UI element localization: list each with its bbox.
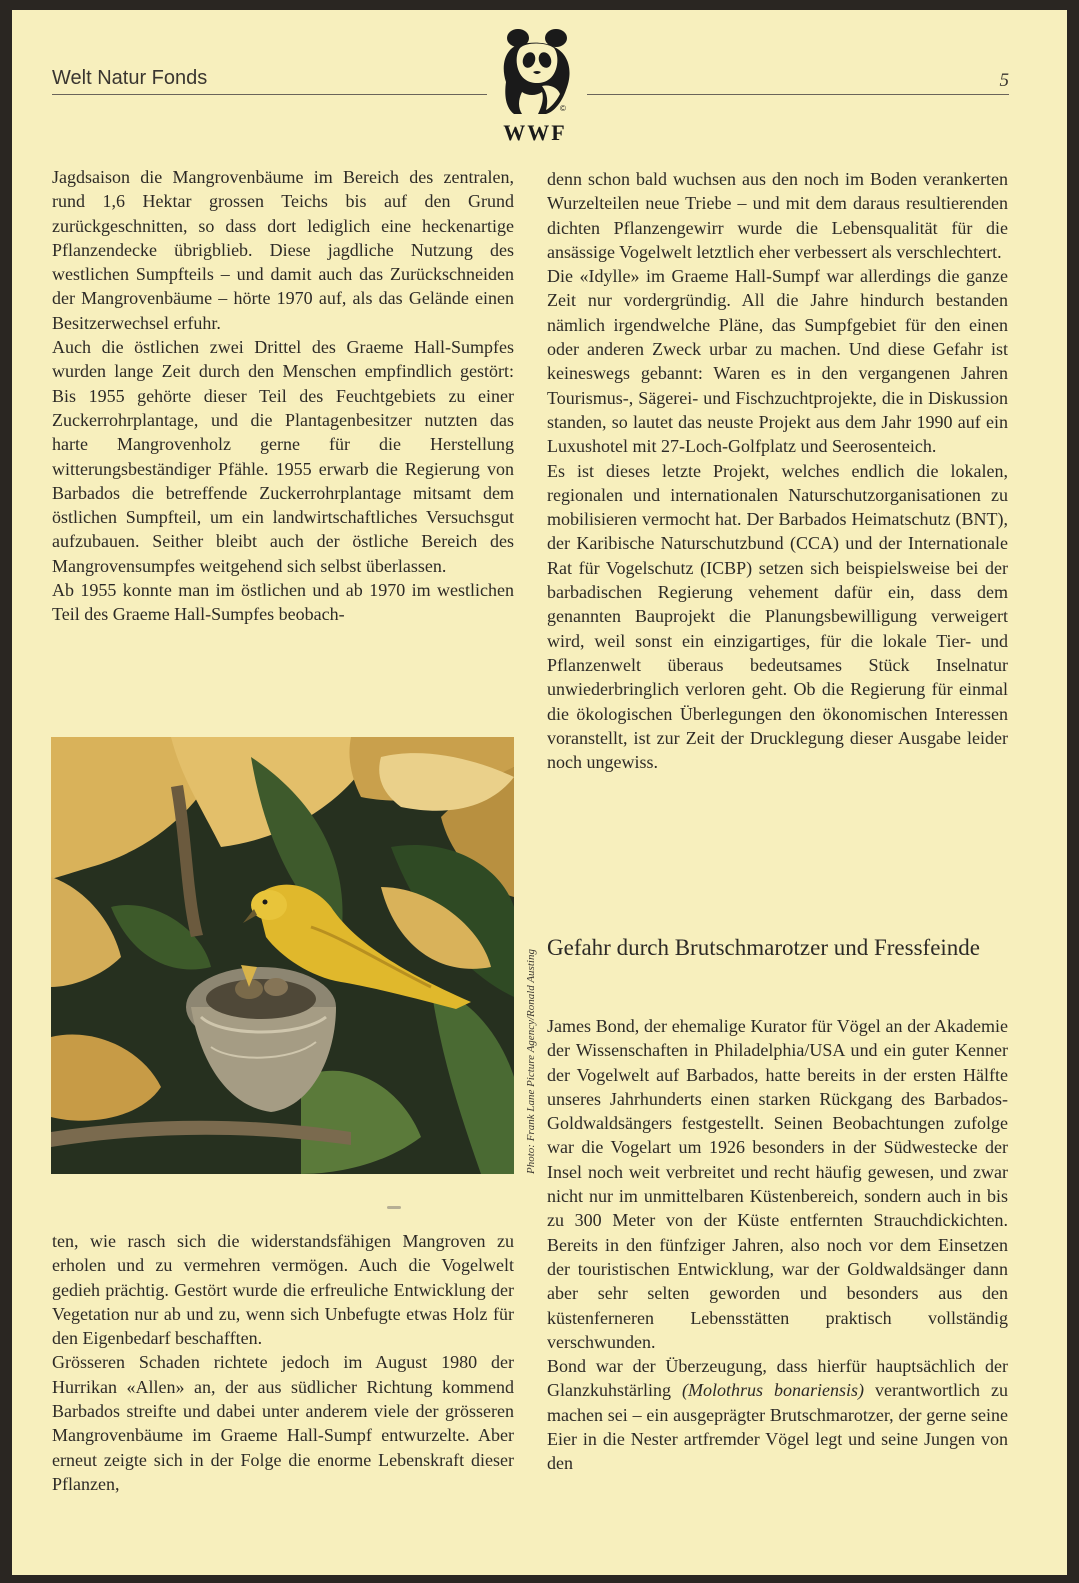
paragraph: Die «Idylle» im Graeme Hall-Sumpf war allerdings die ganze Zeit nur vordergründig. All die Jahre hindurch bestanden nämlich irgendwelche Pläne, das Sumpfgebiet für den einen oder anderen Zweck urbar zu machen. Und diese Gefahr ist keineswegs gebannt: Waren es in den vergangenen Jahren Tourismus-, Sägerei- und Fischzuchtprojekte, die in Diskussion standen, so lautet das neuste Projekt aus dem Jahr 1990 auf ein Luxushotel mit 27-Loch-Golfplatz und Seerosenteich.: [547, 266, 1008, 457]
paragraph: Auch die östlichen zwei Drittel des Graeme Hall-Sumpfes wurden lange Zeit durch den Menschen empfindlich gestört: Bis 1955 gehörte dieser Teil des Feuchtgebiets zu einer Zuckerrohrplantage, und die Plantagenbesitzer nutzten das harte Mangrovenholz gerne für die Herstellung witterungsbeständiger Pfähle. 1955 erwarb die Regierung von Barbados die betreffende Zuckerrohrplantage mitsamt dem östlichen Sumpfteil, um ein landwirtschaftliches Versuchsgut aufzubauen. Seither bleibt auch der östliche Bereich des Mangrovensumpfes weitgehend sich selbst überlassen.: [52, 337, 514, 576]
page-number: 5: [999, 70, 1009, 91]
paragraph: James Bond, der ehemalige Kurator für Vögel an der Akademie der Wissenschaften in Philadelphia/USA und ein guter Kenner der Vogelwelt auf Barbados, hatte bereits in der ersten Hälfte unseres Jahrhunderts einen starken Rückgang des Barbados-Goldwaldsängers festgestellt. Seinen Beobachtungen zufolge war die Vogelart um 1926 besonders in der Südwestecke der Insel noch weit verbreitet und recht häufig gewesen, und zwar nicht nur im unmittelbaren Küstenbereich, sondern auch in bis zu 300 Meter von der Küste entfernten Strauchdickichten. Bereits in den fünfziger Jahren, also noch vor dem Einsetzen der touristischen Entwicklung, war der Goldwaldsänger dann aber sehr selten geworden und besonders aus den küstenferneren Lebensstätten praktisch vollständig verschwunden.: [547, 1016, 1008, 1352]
species-name: (Molothrus bonariensis): [682, 1380, 865, 1401]
paragraph: Ab 1955 konnte man im östlichen und ab 1970 im westlichen Teil des Graeme Hall-Sumpfes beobach-: [52, 580, 514, 625]
left-column-bottom: [52, 1229, 514, 1496]
panda-icon: [492, 24, 582, 120]
paragraph: Es ist dieses letzte Projekt, welches endlich die lokalen, regionalen und internationalen Naturschutzorganisationen zu mobilisieren vermocht hat. Der Barbados Heimatschutz (BNT), der Karibische Naturschutzbund (CCA) und der Internationale Rat für Vogelschutz (ICBP) setzen sich beispielsweise bei der barbadischen Regierung vehement dafür ein, dass dem genannten Bauprojekt die Planungsbewilligung verweigert wird, weil sonst ein einzigartiges, für die lokale Tier- und Pflanzenwelt überaus bedeutsames Stück Inselnatur unwiederbringlich verloren geht. Ob die Regierung für einmal die ökologischen Überlegungen den ökonomischen Interessen voranstellt, ist zur Zeit der Drucklegung dieser Ausgabe leider noch ungewiss.: [547, 460, 1008, 773]
paragraph: ten, wie rasch sich die widerstandsfähigen Mangroven zu erholen und zu vermehren vermögen. Auch die Vogelwelt gedieh prächtig. Gestört wurde die erfreuliche Entwicklung der Vegetation nur ab und zu, wenn sich Unbefugte etwas Holz für den Eigenbedarf beschafften.: [52, 1231, 514, 1349]
bird-nest-photo: [51, 737, 514, 1174]
print-speck: [387, 1206, 401, 1209]
right-column-bottom: [547, 1014, 1008, 1476]
wwf-panda-logo: [492, 24, 582, 154]
left-column-top: [52, 165, 514, 627]
copyright-mark: ©: [560, 104, 566, 113]
paragraph: denn schon bald wuchsen aus den noch im Boden verankerten Wurzelteilen neue Triebe – und mit dem daraus resultierenden dichten Pflanzengewirr wurde die Lebensqualität für die ansässige Vogelwelt letztlich eher verbessert als verschlechtert.: [547, 169, 1008, 262]
paragraph-text: verantwortlich zu machen sei – ein ausgeprägter Brutschmarotzer, der gerne seine Eier in die Nester artfremder Vögel legt und seine Jungen von den: [547, 1380, 1008, 1474]
header-rule-left: [52, 94, 487, 95]
logo-text: WWF: [503, 120, 567, 145]
paragraph: Grösseren Schaden richtete jedoch im August 1980 der Hurrikan «Allen» an, der aus südlicher Richtung kommend Barbados streifte und dabei unter anderem viele der grösseren Mangrovenbäume im Graeme Hall-Sumpf entwurzelte. Aber erneut zeigte sich in der Folge die enorme Lebenskraft dieser Pflanzen,: [52, 1352, 514, 1494]
paragraph: Jagdsaison die Mangrovenbäume im Bereich des zentralen, rund 1,6 Hektar grossen Teichs bis auf den Grund zurückgeschnitten, so dass dort lediglich eine heckenartige Pflanzendecke übrigblieb. Diese jagdliche Nutzung des westlichen Sumpfteils – und damit auch das Zurückschneiden der Mangrovenbäume – hörte 1970 auf, als das Gelände einen Besitzerwechsel erfuhr.: [52, 167, 514, 333]
paragraph-text: Bond war der Überzeugung, dass hierfür hauptsächlich der Glanzkuhstärling: [547, 1356, 1008, 1401]
header-title: Welt Natur Fonds: [52, 67, 208, 89]
right-column-top: [547, 167, 1008, 774]
header-rule-right: [587, 94, 1009, 95]
section-heading: Gefahr durch Brutschmarotzer und Fressfeinde: [547, 935, 981, 960]
photo-credit: Photo: Frank Lane Picture Agency/Ronald Austing: [525, 949, 537, 1174]
document-page: [12, 10, 1067, 1575]
paragraph: [547, 1354, 1008, 1475]
